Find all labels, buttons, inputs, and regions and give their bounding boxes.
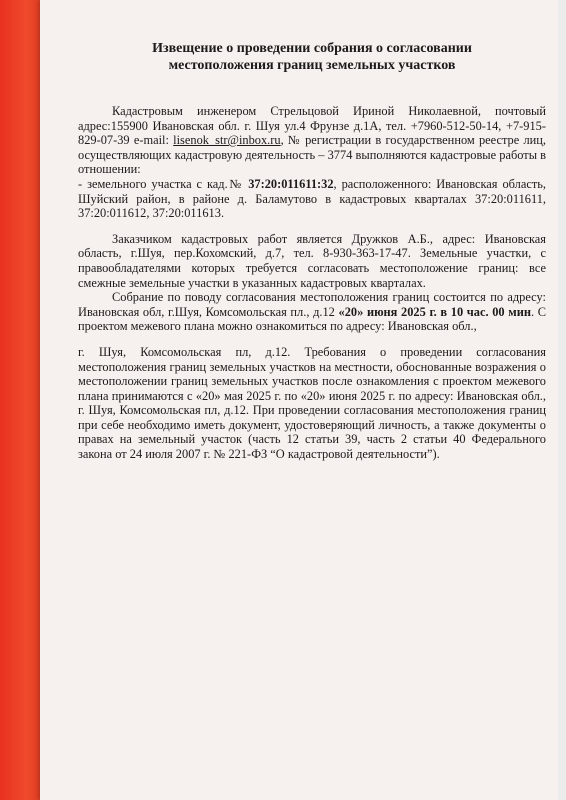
title-line-1: Извещение о проведении собрания о согласовании [152,41,472,56]
cadastral-number: 37:20:011611:32 [248,176,334,191]
document-body [78,40,546,462]
title-line-2: местоположения границ земельных участков [168,58,456,73]
paragraph-requirements: г. Шуя, Комсомольская пл, д.12. Требования о проведении согласования местоположения границ земельных участков на местности, обоснованные возражения о местоположении границ земельных участков после ознакомления с проектом межевого плана принимаются с «20» мая 2025 г. по «20» июня 2025 г. по адресу: Ивановская обл., г. Шуя, Комсомольская пл, д.12. При проведении согласования местоположения границ при себе необходимо иметь документ, удостоверяющий личность, а также документы о правах на земельный участок (часть 12 статьи 39, часть 2 статьи 40 Федерального закона от 24 июля 2007 г. № 221-ФЗ “О кадастровой деятельности”). [78,344,546,462]
paragraph-meeting [78,290,546,334]
document-title [78,40,546,74]
page-edge [558,0,566,800]
document-page [40,0,558,800]
engineer-text-cont: , № регистрации в государственном реестре лиц, осуществляющих кадастровую деятельность – 3774 выполняются кадастровые работы в отношении: [78,133,547,177]
meeting-text: Собрание по поводу согласования местоположения границ состоится по адресу: Ивановская обл, г.Шуя, Комсомольская пл., д.12 [78,290,546,319]
red-folder-strip [0,0,44,800]
meeting-text-cont: . С проектом межевого плана можно ознакомиться по адресу: Ивановская обл., [78,304,546,334]
paragraph-parcel [78,177,546,221]
email-link[interactable]: lisenok_str@inbox.ru [173,133,281,148]
parcel-text-cont: , расположенного: Ивановская область, Шуйский район, в районе д. Баламутово в кадастровых кварталах 37:20:011611, 37:20:011612, 37:20:011613. [78,176,546,221]
parcel-text: - земельного участка с кад.№ [78,176,249,191]
engineer-text: Кадастровым инженером Стрельцовой Ириной Николаевной, почтовый адрес:155900 Ивановская обл. г. Шуя ул.4 Фрунзе д.1А, тел. +7960-512-50-14, +7-915-829-07-39 e-mail: [78,104,546,148]
paragraph-customer: Заказчиком кадастровых работ является Дружков А.Б., адрес: Ивановская область, г.Шуя, пер.Кохомский, д.7, тел. 8-930-363-17-47. Земельные участки, с правообладателями которых требуется согласовать местоположение границ: все смежные земельные участки в указанных кадастровых кварталах. [78,231,546,290]
paragraph-engineer [78,104,546,177]
meeting-date: «20» июня 2025 г. в 10 час. 00 мин [338,304,531,319]
